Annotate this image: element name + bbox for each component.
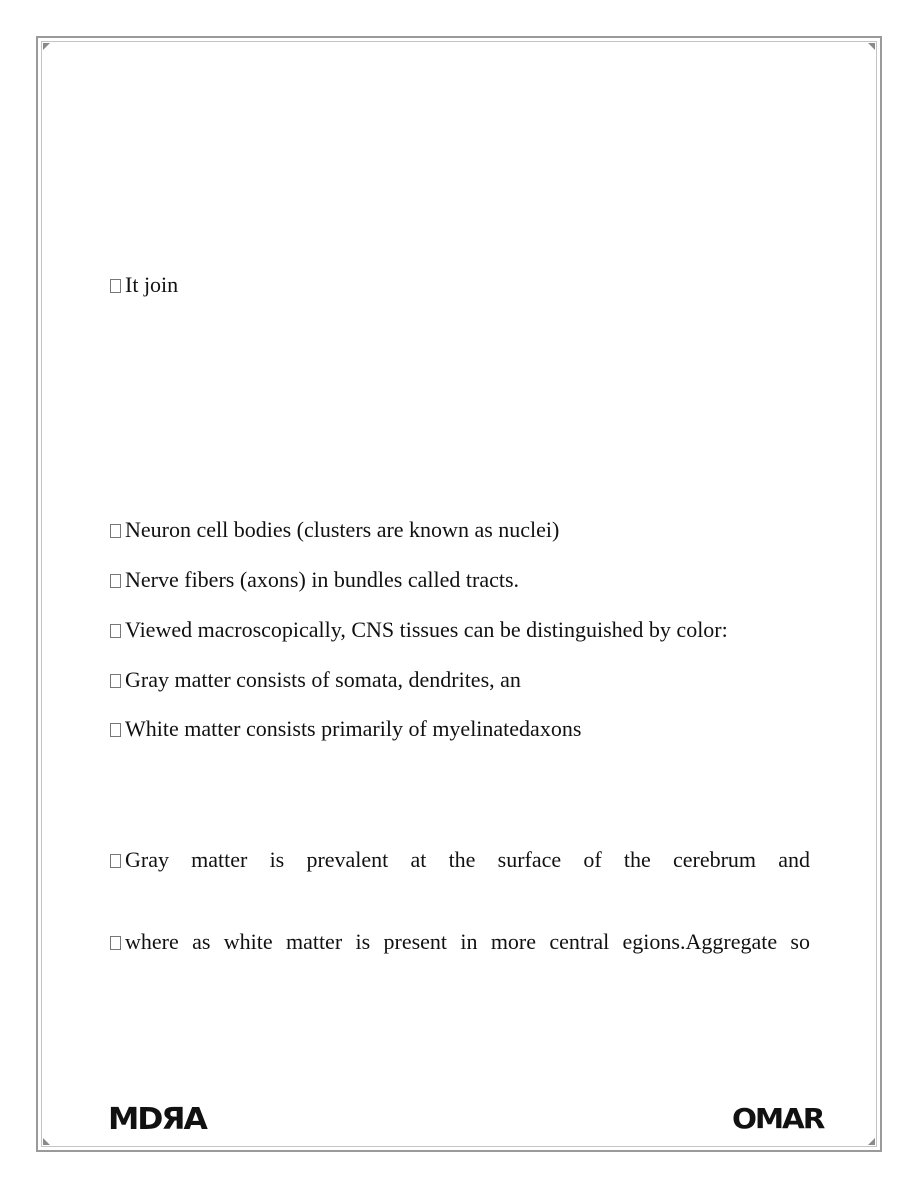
- missing-glyph-bullet-icon: [110, 624, 121, 638]
- text-line-content: where as white matter is present in more central egions.Aggregate so: [125, 929, 810, 954]
- text-line: [110, 567, 519, 593]
- footer-logo-right: OMAR: [732, 1102, 824, 1135]
- text-line-content: Neuron cell bodies (clusters are known as nuclei): [125, 517, 560, 542]
- missing-glyph-bullet-icon: [110, 936, 121, 950]
- text-line-content: Gray matter consists of somata, dendrites, an: [125, 667, 521, 692]
- missing-glyph-bullet-icon: [110, 723, 121, 737]
- corner-ornament-top-right: [868, 43, 875, 50]
- missing-glyph-bullet-icon: [110, 854, 121, 868]
- text-line-justified: [110, 929, 810, 955]
- text-line: [110, 667, 521, 693]
- text-line: [110, 272, 178, 298]
- corner-ornament-bottom-left: [43, 1138, 50, 1145]
- text-line-content: Nerve fibers (axons) in bundles called tracts.: [125, 567, 520, 592]
- text-line: [110, 517, 559, 543]
- page-border-inner: [41, 41, 877, 1147]
- corner-ornament-top-left: [43, 43, 50, 50]
- text-line-content: Gray matter is prevalent at the surface of the cerebrum and: [125, 847, 810, 872]
- missing-glyph-bullet-icon: [110, 279, 121, 293]
- text-line-content: Viewed macroscopically, CNS tissues can be distinguished by color:: [125, 617, 728, 642]
- text-line: [110, 716, 581, 742]
- text-line-content: It join: [125, 272, 179, 297]
- footer-logo-left: MDЯA: [108, 1102, 206, 1137]
- missing-glyph-bullet-icon: [110, 524, 121, 538]
- missing-glyph-bullet-icon: [110, 574, 121, 588]
- text-line: [110, 617, 728, 643]
- missing-glyph-bullet-icon: [110, 674, 121, 688]
- text-line-justified: [110, 847, 810, 873]
- corner-ornament-bottom-right: [868, 1138, 875, 1145]
- text-line-content: White matter consists primarily of myelinatedaxons: [125, 716, 582, 741]
